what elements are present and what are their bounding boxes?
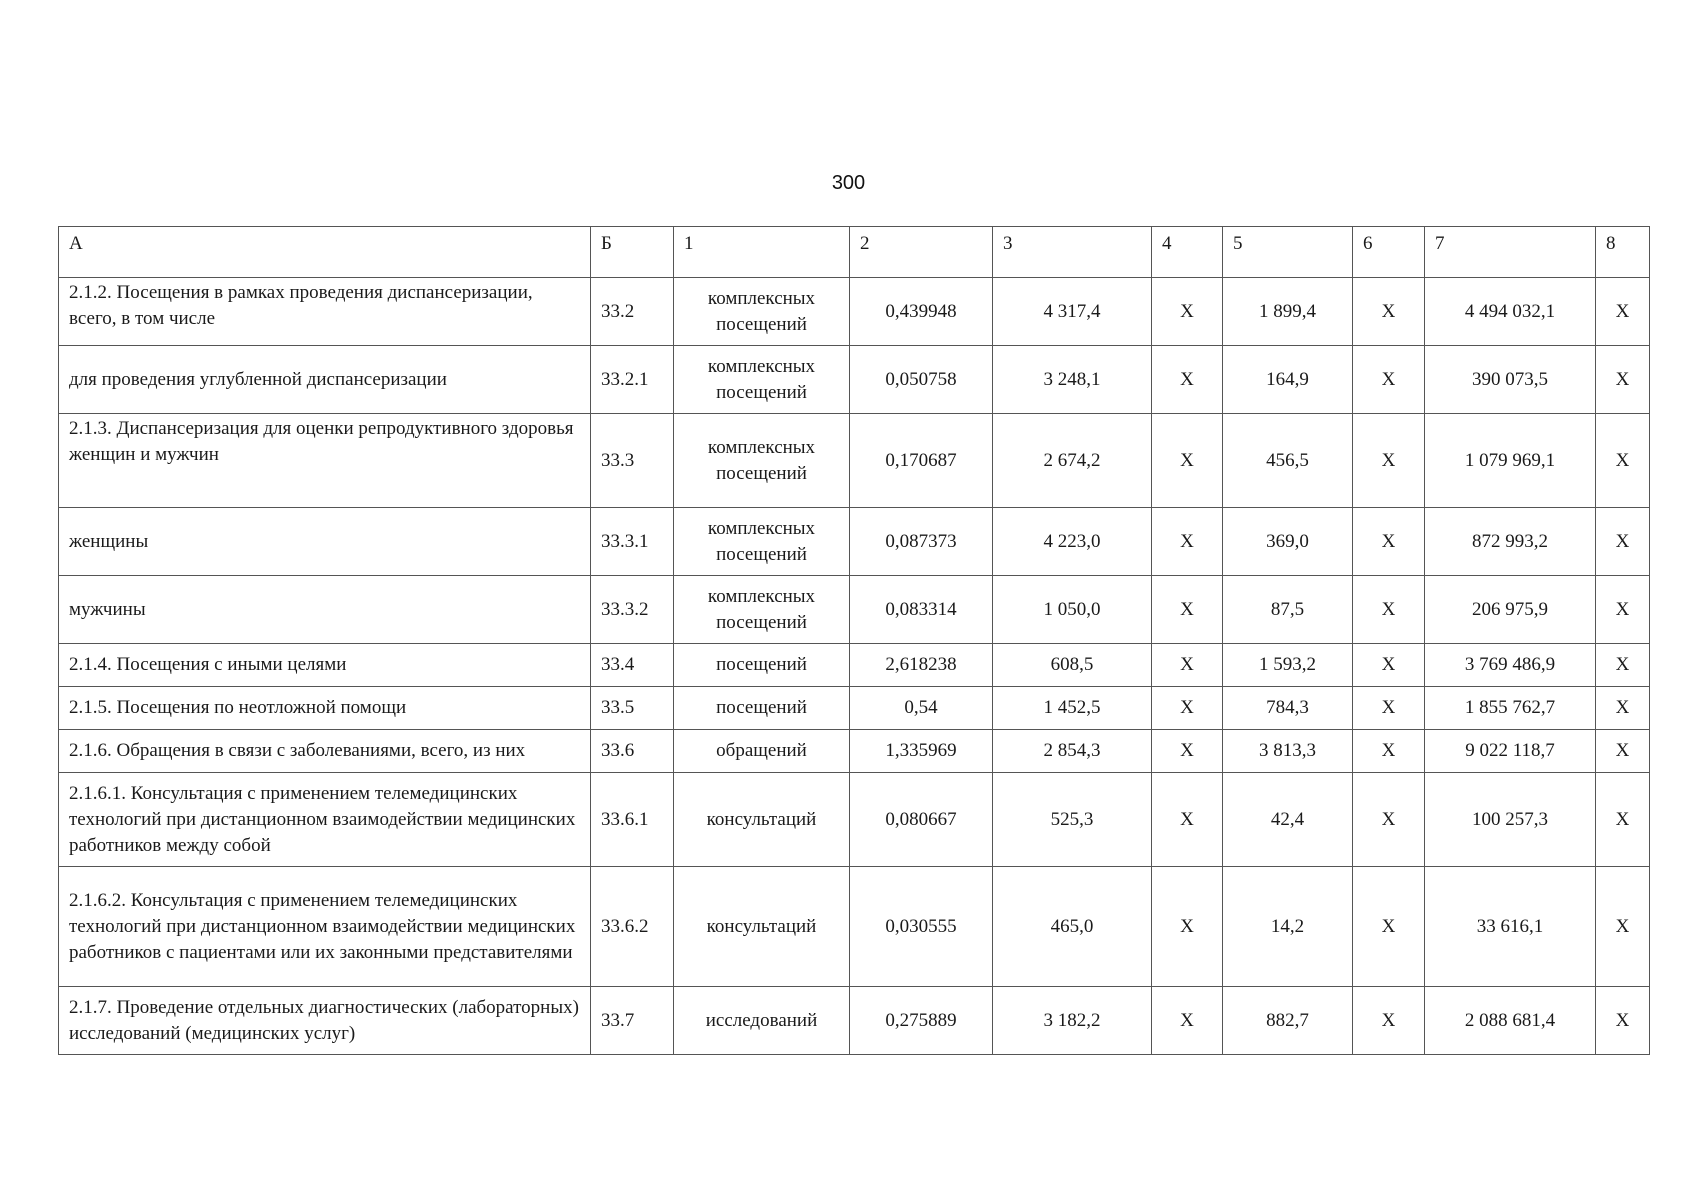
row-col8-cell: Х bbox=[1596, 414, 1650, 508]
row-col5-cell: 369,0 bbox=[1223, 508, 1353, 576]
row-unit-cell: комплексных посещений bbox=[674, 414, 850, 508]
row-col8-cell: Х bbox=[1596, 644, 1650, 687]
header-cell: 1 bbox=[674, 227, 850, 278]
row-col4-cell: Х bbox=[1152, 687, 1223, 730]
row-code-cell: 33.6.1 bbox=[591, 773, 674, 867]
row-col3-cell: 525,3 bbox=[993, 773, 1152, 867]
row-unit-cell: комплексных посещений bbox=[674, 508, 850, 576]
row-col5-cell: 1 593,2 bbox=[1223, 644, 1353, 687]
table-header-row bbox=[59, 227, 1650, 278]
row-col7-cell: 4 494 032,1 bbox=[1425, 278, 1596, 346]
table-row bbox=[59, 644, 1650, 687]
row-unit-cell: посещений bbox=[674, 644, 850, 687]
table-row bbox=[59, 278, 1650, 346]
row-code-cell: 33.3 bbox=[591, 414, 674, 508]
row-col7-cell: 2 088 681,4 bbox=[1425, 987, 1596, 1055]
page-number: 300 bbox=[831, 172, 866, 194]
row-unit-cell: исследований bbox=[674, 987, 850, 1055]
row-col2-cell: 0,170687 bbox=[850, 414, 993, 508]
row-code-cell: 33.2.1 bbox=[591, 346, 674, 414]
row-col3-cell: 2 674,2 bbox=[993, 414, 1152, 508]
row-col7-cell: 100 257,3 bbox=[1425, 773, 1596, 867]
row-name-cell: женщины bbox=[59, 508, 591, 576]
table-row bbox=[59, 867, 1650, 987]
row-col3-cell: 1 050,0 bbox=[993, 576, 1152, 644]
row-col2-cell: 0,087373 bbox=[850, 508, 993, 576]
header-cell: 6 bbox=[1353, 227, 1425, 278]
row-col4-cell: Х bbox=[1152, 730, 1223, 773]
row-col7-cell: 206 975,9 bbox=[1425, 576, 1596, 644]
header-cell: 5 bbox=[1223, 227, 1353, 278]
row-col5-cell: 784,3 bbox=[1223, 687, 1353, 730]
row-unit-cell: комплексных посещений bbox=[674, 346, 850, 414]
row-col2-cell: 0,275889 bbox=[850, 987, 993, 1055]
header-cell: 3 bbox=[993, 227, 1152, 278]
row-col3-cell: 608,5 bbox=[993, 644, 1152, 687]
row-name-cell: для проведения углубленной диспансеризации bbox=[59, 346, 591, 414]
row-col5-cell: 1 899,4 bbox=[1223, 278, 1353, 346]
data-table bbox=[58, 226, 1650, 1055]
row-col8-cell: Х bbox=[1596, 773, 1650, 867]
row-code-cell: 33.4 bbox=[591, 644, 674, 687]
row-col8-cell: Х bbox=[1596, 346, 1650, 414]
row-name-cell: 2.1.6.2. Консультация с применением телемедицинских технологий при дистанционном взаимодействии медицинских работников с пациентами или их законными представителями bbox=[59, 867, 591, 987]
row-col4-cell: Х bbox=[1152, 773, 1223, 867]
row-col4-cell: Х bbox=[1152, 987, 1223, 1055]
row-col2-cell: 0,030555 bbox=[850, 867, 993, 987]
row-col4-cell: Х bbox=[1152, 414, 1223, 508]
header-cell: Б bbox=[591, 227, 674, 278]
header-cell: 8 bbox=[1596, 227, 1650, 278]
row-col4-cell: Х bbox=[1152, 278, 1223, 346]
row-name-cell: 2.1.5. Посещения по неотложной помощи bbox=[59, 687, 591, 730]
row-col2-cell: 0,080667 bbox=[850, 773, 993, 867]
row-col8-cell: Х bbox=[1596, 730, 1650, 773]
row-unit-cell: консультаций bbox=[674, 867, 850, 987]
row-col2-cell: 0,54 bbox=[850, 687, 993, 730]
row-col4-cell: Х bbox=[1152, 644, 1223, 687]
row-col2-cell: 0,050758 bbox=[850, 346, 993, 414]
row-col8-cell: Х bbox=[1596, 576, 1650, 644]
row-col6-cell: Х bbox=[1353, 730, 1425, 773]
row-col3-cell: 1 452,5 bbox=[993, 687, 1152, 730]
row-col3-cell: 4 223,0 bbox=[993, 508, 1152, 576]
row-col8-cell: Х bbox=[1596, 508, 1650, 576]
row-col2-cell: 1,335969 bbox=[850, 730, 993, 773]
row-col2-cell: 2,618238 bbox=[850, 644, 993, 687]
row-col5-cell: 456,5 bbox=[1223, 414, 1353, 508]
header-cell: А bbox=[59, 227, 591, 278]
row-col8-cell: Х bbox=[1596, 278, 1650, 346]
row-col5-cell: 164,9 bbox=[1223, 346, 1353, 414]
row-col7-cell: 1 855 762,7 bbox=[1425, 687, 1596, 730]
row-col2-cell: 0,083314 bbox=[850, 576, 993, 644]
row-name-cell: 2.1.6. Обращения в связи с заболеваниями, всего, из них bbox=[59, 730, 591, 773]
row-name-cell: 2.1.7. Проведение отдельных диагностических (лабораторных) исследований (медицинских услуг) bbox=[59, 987, 591, 1055]
row-col6-cell: Х bbox=[1353, 508, 1425, 576]
header-cell: 2 bbox=[850, 227, 993, 278]
row-code-cell: 33.5 bbox=[591, 687, 674, 730]
row-col6-cell: Х bbox=[1353, 576, 1425, 644]
row-unit-cell: комплексных посещений bbox=[674, 576, 850, 644]
row-unit-cell: комплексных посещений bbox=[674, 278, 850, 346]
row-col6-cell: Х bbox=[1353, 278, 1425, 346]
row-unit-cell: посещений bbox=[674, 687, 850, 730]
row-col5-cell: 3 813,3 bbox=[1223, 730, 1353, 773]
table-row bbox=[59, 773, 1650, 867]
row-code-cell: 33.3.2 bbox=[591, 576, 674, 644]
row-col4-cell: Х bbox=[1152, 346, 1223, 414]
row-col7-cell: 9 022 118,7 bbox=[1425, 730, 1596, 773]
row-col4-cell: Х bbox=[1152, 867, 1223, 987]
row-col6-cell: Х bbox=[1353, 867, 1425, 987]
row-col8-cell: Х bbox=[1596, 987, 1650, 1055]
row-col4-cell: Х bbox=[1152, 576, 1223, 644]
row-col8-cell: Х bbox=[1596, 687, 1650, 730]
row-col6-cell: Х bbox=[1353, 414, 1425, 508]
row-col3-cell: 465,0 bbox=[993, 867, 1152, 987]
header-cell: 7 bbox=[1425, 227, 1596, 278]
row-name-cell: 2.1.4. Посещения с иными целями bbox=[59, 644, 591, 687]
row-col2-cell: 0,439948 bbox=[850, 278, 993, 346]
row-unit-cell: консультаций bbox=[674, 773, 850, 867]
row-unit-cell: обращений bbox=[674, 730, 850, 773]
row-col6-cell: Х bbox=[1353, 687, 1425, 730]
row-col5-cell: 14,2 bbox=[1223, 867, 1353, 987]
row-col6-cell: Х bbox=[1353, 644, 1425, 687]
table-row bbox=[59, 687, 1650, 730]
row-col7-cell: 3 769 486,9 bbox=[1425, 644, 1596, 687]
table-row bbox=[59, 346, 1650, 414]
row-code-cell: 33.3.1 bbox=[591, 508, 674, 576]
row-col6-cell: Х bbox=[1353, 773, 1425, 867]
header-cell: 4 bbox=[1152, 227, 1223, 278]
row-code-cell: 33.7 bbox=[591, 987, 674, 1055]
table-row bbox=[59, 730, 1650, 773]
row-col5-cell: 42,4 bbox=[1223, 773, 1353, 867]
row-col3-cell: 3 248,1 bbox=[993, 346, 1152, 414]
row-col5-cell: 87,5 bbox=[1223, 576, 1353, 644]
row-col6-cell: Х bbox=[1353, 346, 1425, 414]
row-col7-cell: 33 616,1 bbox=[1425, 867, 1596, 987]
row-col3-cell: 2 854,3 bbox=[993, 730, 1152, 773]
table-row bbox=[59, 987, 1650, 1055]
row-code-cell: 33.2 bbox=[591, 278, 674, 346]
row-col8-cell: Х bbox=[1596, 867, 1650, 987]
row-col7-cell: 390 073,5 bbox=[1425, 346, 1596, 414]
row-col7-cell: 872 993,2 bbox=[1425, 508, 1596, 576]
row-name-cell: 2.1.2. Посещения в рамках проведения диспансеризации, всего, в том числе bbox=[59, 278, 591, 346]
row-col3-cell: 3 182,2 bbox=[993, 987, 1152, 1055]
row-col4-cell: Х bbox=[1152, 508, 1223, 576]
row-code-cell: 33.6.2 bbox=[591, 867, 674, 987]
row-col7-cell: 1 079 969,1 bbox=[1425, 414, 1596, 508]
table-row bbox=[59, 414, 1650, 508]
table-row bbox=[59, 576, 1650, 644]
row-col3-cell: 4 317,4 bbox=[993, 278, 1152, 346]
table-row bbox=[59, 508, 1650, 576]
row-name-cell: 2.1.3. Диспансеризация для оценки репродуктивного здоровья женщин и мужчин bbox=[59, 414, 591, 508]
row-name-cell: 2.1.6.1. Консультация с применением телемедицинских технологий при дистанционном взаимодействии медицинских работников между собой bbox=[59, 773, 591, 867]
row-col6-cell: Х bbox=[1353, 987, 1425, 1055]
row-col5-cell: 882,7 bbox=[1223, 987, 1353, 1055]
row-name-cell: мужчины bbox=[59, 576, 591, 644]
row-code-cell: 33.6 bbox=[591, 730, 674, 773]
